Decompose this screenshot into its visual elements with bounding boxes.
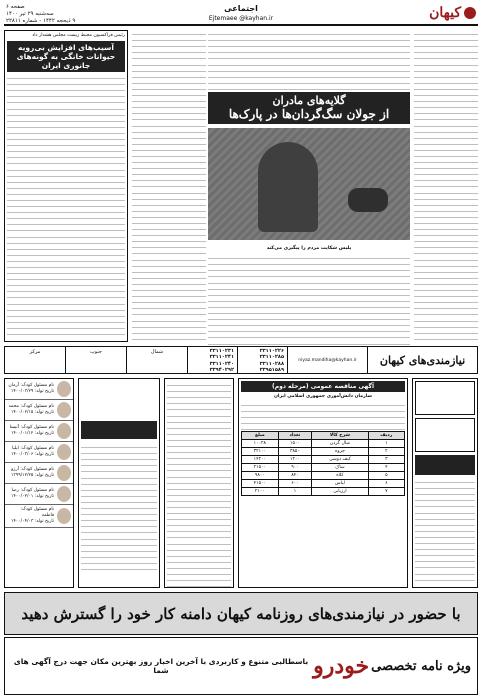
- tender-intro: [241, 401, 405, 431]
- child-date: تاریخ تولد: ۱۴۰۰/۰۳/۰۶: [10, 452, 54, 457]
- center-story: [208, 30, 410, 342]
- table-cell: ۱۲۰۰: [278, 456, 312, 464]
- center-story-subhead: پلیس شکایت مردم را پیگیری می‌کند: [266, 246, 352, 251]
- child-date: تاریخ تولد: ۱۴۰۰/۰۳/۲۹: [10, 389, 54, 394]
- region-north: [126, 347, 187, 373]
- center-story-headline: [208, 92, 410, 124]
- child-date: تاریخ تولد: ۱۴۰۰/۰۱/۱۲: [10, 431, 54, 436]
- park-dog-photo: [208, 128, 410, 240]
- child-card: [5, 484, 73, 505]
- child-photo: [57, 444, 71, 460]
- child-name: نام مسئول کودک: محمد: [8, 404, 54, 409]
- table-cell: ۴۱۵۰۰: [242, 480, 279, 488]
- table-row: [242, 480, 405, 488]
- tender-header: ردیف: [368, 432, 404, 440]
- right-ad-dark: [415, 455, 475, 475]
- table-cell: ۱۴۲۰۰: [242, 456, 279, 464]
- left-story: [4, 30, 128, 342]
- child-card: [5, 421, 73, 442]
- center-story-intro: [208, 30, 410, 92]
- child-name: نام مسئول کودک: رضا: [11, 488, 54, 493]
- region-center-label: مرکز: [29, 349, 41, 355]
- small-ads: [164, 378, 234, 588]
- table-cell: ۱۰۰۲۸: [242, 440, 279, 448]
- child-card: [5, 505, 73, 528]
- section-email: Ejtemaee @kayhan.ir: [208, 15, 274, 22]
- right-ad-box: [415, 381, 475, 415]
- tender-header: شرح کالا: [312, 432, 368, 440]
- table-cell: ۴: [368, 464, 404, 472]
- page-info: [6, 4, 75, 25]
- tender-header: تعداد: [278, 432, 312, 440]
- right-ad-box: [415, 418, 475, 452]
- page-number: صفحه ۶: [6, 4, 25, 10]
- section-title: اجتماعی: [224, 4, 258, 13]
- date-line-2: ۹ ذیحجه ۱۴۴۲ - شماره ۲۲۸۱۱: [6, 18, 76, 24]
- table-cell: ارزیابی: [312, 488, 368, 496]
- ads-title: نیازمندی‌های کیهان: [379, 353, 466, 367]
- child-card: [5, 400, 73, 421]
- tender-subtitle: سازمان دانش‌آموزی جمهوری اسلامی ایران: [274, 394, 372, 399]
- region-center: [5, 347, 65, 373]
- headline-line-1: گلایه‌های مادران: [272, 94, 346, 107]
- table-cell: ۲۱۵۰۰: [242, 464, 279, 472]
- right-ads: [412, 378, 478, 588]
- table-cell: ۹۸۰۰: [242, 472, 279, 480]
- table-cell: ۲: [368, 448, 404, 456]
- table-cell: ۲۱۰۰: [242, 488, 279, 496]
- headline-line-2: از جولان سگ‌گردان‌ها در پارک‌ها: [228, 107, 390, 121]
- ad-highlight: [81, 421, 157, 439]
- promo-banner: با حضور در نیازمندی‌های روزنامه کیهان دامنه کار خود را گسترش دهید: [4, 592, 478, 635]
- child-name: نام مسئول کودک: ایلیا: [12, 446, 54, 451]
- region-south: [65, 347, 126, 373]
- table-cell: جزوه: [312, 448, 368, 456]
- table-cell: ۱: [278, 488, 312, 496]
- child-name: نام مسئول کودک: آنیسا: [9, 425, 54, 430]
- phone-a-2: ۳۳۱۱۰۲۴۰: [209, 360, 234, 367]
- table-row: [242, 464, 405, 472]
- child-card: [5, 463, 73, 484]
- tender-header-row: [242, 432, 405, 440]
- ads-header: [4, 346, 478, 374]
- footer-special-label: ویژه نامه تخصصی: [371, 658, 471, 674]
- table-row: [242, 456, 405, 464]
- table-cell: ۹۰۰: [278, 464, 312, 472]
- table-cell: ساک: [312, 464, 368, 472]
- tender-title: آگهی مناقصه عمومی (مرحله دوم): [241, 381, 405, 392]
- left-story-kicker: رئیس فراکسیون محیط زیست مجلس هشدار داد: [32, 33, 125, 38]
- table-cell: ۳: [368, 456, 404, 464]
- table-row: [242, 472, 405, 480]
- center-story-body: [208, 243, 410, 349]
- child-card: [5, 442, 73, 463]
- phone-b-2: ۳۳۱۱۰۲۸۸: [259, 360, 284, 367]
- photo-figure: [258, 142, 318, 232]
- table-row: [242, 440, 405, 448]
- footer-tagline: باسطالبی متنوع و کاربردی با آخرین اخبار روز بهترین مکان جهت درج آگهی های شما: [13, 657, 309, 675]
- child-date: تاریخ تولد: ۱۴۰۰/۰۲/۰۱: [10, 494, 54, 499]
- region-north-label: شمال: [150, 349, 164, 355]
- ad-listings: [78, 378, 160, 588]
- center-left-text: [132, 30, 206, 342]
- phone-b-1: ۳۳۱۱۰۲۸۵: [259, 354, 284, 361]
- ads-phones-a: [187, 347, 237, 373]
- child-photo: [57, 381, 71, 397]
- photo-dog: [348, 188, 388, 212]
- table-cell: شال گردن: [312, 440, 368, 448]
- table-cell: ۱۵۰۰: [278, 440, 312, 448]
- phone-a-0: ۳۳۱۱۰۲۳۱: [209, 348, 234, 354]
- masthead: [4, 4, 478, 26]
- table-cell: ۱: [368, 440, 404, 448]
- footer-brand: خودرو: [313, 653, 370, 679]
- child-name: نام مسئول کودک: آرزو: [11, 467, 54, 472]
- lost-children: [4, 378, 74, 588]
- tender-notice: [238, 378, 408, 588]
- child-photo: [57, 508, 71, 524]
- right-text-column: [414, 30, 478, 342]
- left-story-body: [7, 74, 125, 342]
- logo-text: کیهان: [429, 5, 461, 21]
- table-cell: ۳۲۱۰۰: [242, 448, 279, 456]
- table-cell: ۶: [368, 480, 404, 488]
- region-south-label: جنوب: [90, 349, 102, 355]
- child-date: تاریخ تولد: ۱۴۰۰/۰۲/۱۵: [10, 410, 54, 415]
- phone-a-3: ۳۳۹۴۰۲۹۲: [209, 367, 234, 374]
- ads-title-block: [367, 347, 477, 373]
- table-cell: کلاه: [312, 472, 368, 480]
- table-cell: ۷: [368, 488, 404, 496]
- table-cell: ۸۴۰: [278, 472, 312, 480]
- date-line-1: سه‌شنبه ۲۹ تیر ۱۴۰۰: [6, 11, 54, 17]
- table-cell: ۶۰۰: [278, 480, 312, 488]
- ads-email-block: [287, 347, 367, 373]
- table-cell: ۵: [368, 472, 404, 480]
- table-row: [242, 488, 405, 496]
- child-photo: [57, 423, 71, 439]
- child-photo: [57, 402, 71, 418]
- child-date: تاریخ تولد: ۱۳۹۹/۱۲/۲۵: [10, 473, 54, 478]
- child-photo: [57, 486, 71, 502]
- ads-phones-b: [237, 347, 287, 373]
- child-photo: [57, 465, 71, 481]
- tender-header: مبلغ: [242, 432, 279, 440]
- footer-ad: [4, 637, 478, 695]
- tender-table: [241, 431, 405, 496]
- table-cell: ۳۸۵۰: [278, 448, 312, 456]
- child-name: نام مسئول کودک: آرمان: [8, 383, 54, 388]
- ads-email: niyaz.mandiha@kayhan.ir: [298, 357, 357, 363]
- phone-b-3: ۳۳۹۵۱۵۸۹: [259, 367, 284, 374]
- child-card: [5, 379, 73, 400]
- child-date: تاریخ تولد: ۱۴۰۰/۰۴/۰۳: [10, 519, 54, 524]
- table-row: [242, 448, 405, 456]
- phone-b-0: ۳۳۱۱۰۲۲۶: [259, 348, 284, 354]
- ads-regions: [5, 347, 187, 373]
- child-name: نام مسئول کودک: فاطمه: [20, 507, 54, 518]
- table-cell: لباس: [312, 480, 368, 488]
- left-story-title: آسیب‌های افزایش بی‌رویه حیوانات خانگی به گونه‌های جانوری ایران: [7, 41, 125, 72]
- phone-a-1: ۳۳۱۱۰۲۴۱: [209, 354, 234, 361]
- table-cell: کیف دوشی: [312, 456, 368, 464]
